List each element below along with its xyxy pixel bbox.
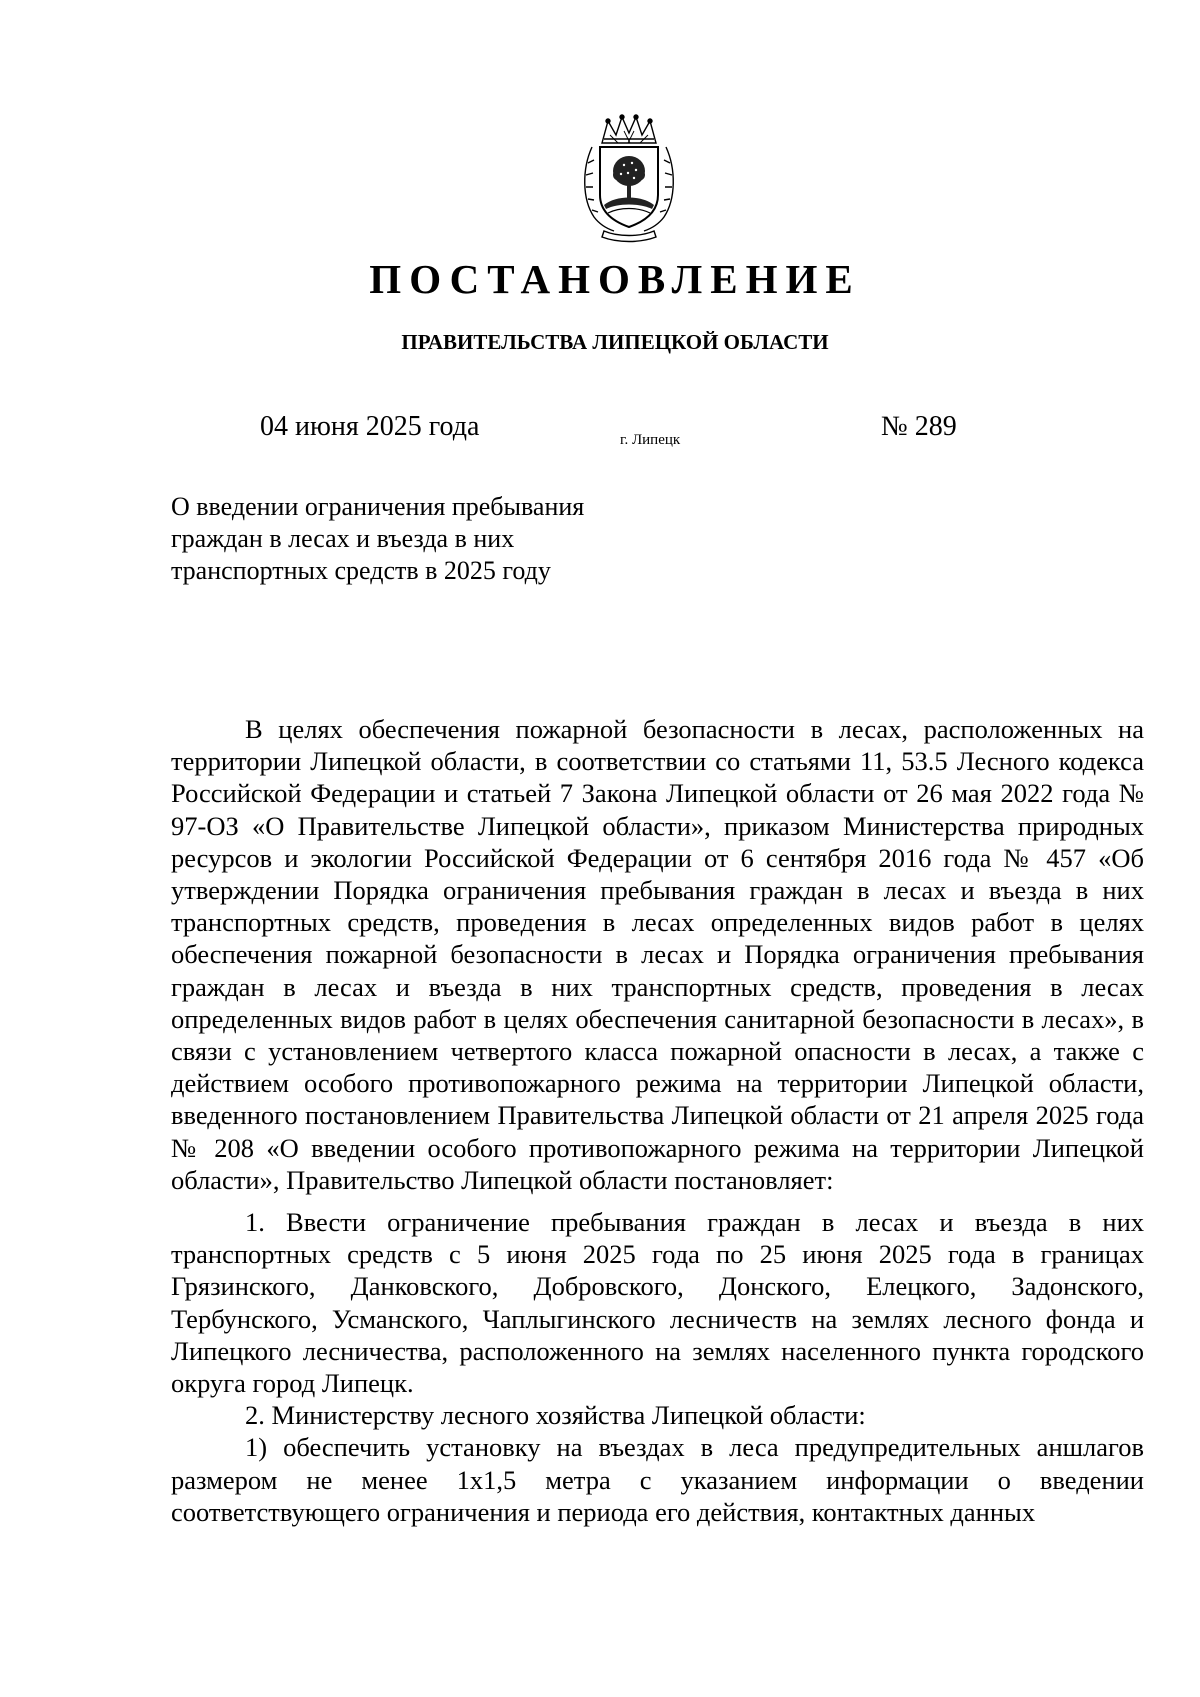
subject-line: О введении ограничения пребывания bbox=[171, 492, 585, 521]
document-body bbox=[171, 713, 1144, 1528]
item-2-paragraph: 2. Министерству лесного хозяйства Липецкой области: bbox=[245, 1400, 866, 1431]
item-1-paragraph: 1. Ввести ограничение пребывания граждан в лесах и въезда в них транспортных средств с 5 июня 2025 года по 25 июня 2025 года в границах Грязинского, Данковского, Добровского, Донского, Елецкого, Задонского, Тербунского, Усманского, Чаплыгинского лесничеств на землях лесного фонда и Липецкого лесничества, расположенного на землях населенного пункта городского округа город Липецк. bbox=[171, 1207, 1144, 1399]
document-date: 04 июня 2025 года bbox=[260, 411, 480, 442]
document-type-title: ПОСТАНОВЛЕНИЕ bbox=[369, 256, 861, 302]
subject-block bbox=[171, 491, 691, 587]
subject-line: граждан в лесах и въезда в них bbox=[171, 524, 515, 553]
item-2-1-paragraph: 1) обеспечить установку на въездах в леса предупредительных аншлагов размером не менее 1х1,5 метра с указанием информации о введении соответствующего ограничения и периода его действия, контактных данных bbox=[171, 1432, 1144, 1527]
subject-line: транспортных средств в 2025 году bbox=[171, 556, 551, 585]
coat-of-arms-emblem bbox=[574, 113, 684, 243]
preamble-paragraph: В целях обеспечения пожарной безопасности в лесах, расположенных на территории Липецкой области, в соответствии со статьями 11, 53.5 Лесного кодекса Российской Федерации и статьей 7 Закона Липецкой области от 26 мая 2022 года № 97-ОЗ «О Правительстве Липецкой области», приказом Министерства природных ресурсов и экологии Российской Федерации от 6 сентября 2016 года № 457 «Об утверждении Порядка ограничения пребывания граждан в лесах и въезда в них транспортных средств, проведения в лесах определенных видов работ в целях обеспечения пожарной безопасности в лесах и Порядка ограничения пребывания граждан в лесах и въезда в них транспортных средств, проведения в лесах определенных видов работ в целях обеспечения санитарной безопасности в лесах», в связи с установлением четвертого класса пожарной опасности в лесах, а также с действием особого противопожарного режима на территории Липецкой области, введенного постановлением Правительства Липецкой области от 21 апреля 2025 года № 208 «О введении особого противопожарного режима на территории Липецкой области», Правительство Липецкой области постановляет: bbox=[171, 714, 1144, 1195]
paragraph-spacer bbox=[171, 1196, 1144, 1206]
document-city: г. Липецк bbox=[620, 432, 681, 448]
document-number: № 289 bbox=[881, 411, 957, 442]
issuer-heading: ПРАВИТЕЛЬСТВА ЛИПЕЦКОЙ ОБЛАСТИ bbox=[401, 330, 829, 354]
